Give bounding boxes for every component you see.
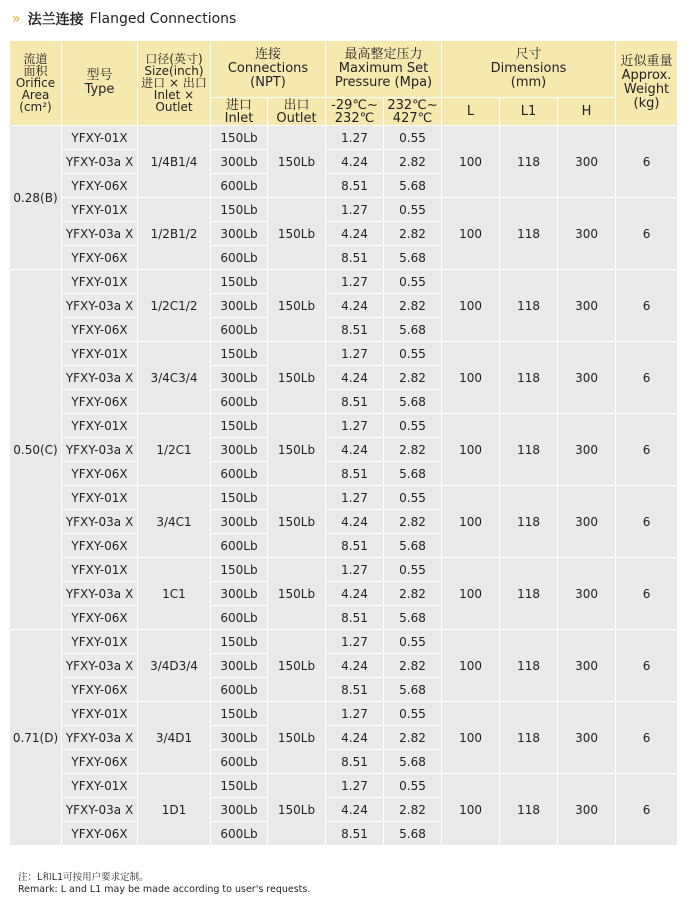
pressure-high-cell: 0.55 xyxy=(384,198,442,222)
dimension-L1-cell: 118 xyxy=(500,702,558,774)
weight-cell: 6 xyxy=(616,198,678,270)
pressure-low-cell: 4.24 xyxy=(326,798,384,822)
pressure-high-cell: 0.55 xyxy=(384,774,442,798)
pressure-high-cell: 0.55 xyxy=(384,486,442,510)
type-cell: YFXY-03a X xyxy=(62,150,138,174)
pressure-low-cell: 1.27 xyxy=(326,126,384,150)
size-cell: 3/4C1 xyxy=(138,486,211,558)
pressure-low-cell: 8.51 xyxy=(326,174,384,198)
dimension-L1-cell: 118 xyxy=(500,126,558,198)
pressure-low-cell: 8.51 xyxy=(326,318,384,342)
pressure-low-cell: 8.51 xyxy=(326,246,384,270)
weight-cell: 6 xyxy=(616,558,678,630)
inlet-cell: 300Lb xyxy=(211,726,268,750)
table-row xyxy=(10,270,678,294)
table-row xyxy=(10,558,678,582)
orifice-area-cell: 0.71(D) xyxy=(10,630,62,846)
type-cell: YFXY-03a X xyxy=(62,798,138,822)
outlet-cell: 150Lb xyxy=(268,774,326,846)
pressure-low-cell: 4.24 xyxy=(326,294,384,318)
inlet-cell: 300Lb xyxy=(211,150,268,174)
weight-cell: 6 xyxy=(616,702,678,774)
dimension-H-cell: 300 xyxy=(558,774,616,846)
type-cell: YFXY-06X xyxy=(62,678,138,702)
size-cell: 3/4D3/4 xyxy=(138,630,211,702)
pressure-low-cell: 8.51 xyxy=(326,606,384,630)
pressure-high-cell: 2.82 xyxy=(384,150,442,174)
inlet-cell: 150Lb xyxy=(211,558,268,582)
pressure-high-cell: 5.68 xyxy=(384,606,442,630)
inlet-cell: 300Lb xyxy=(211,438,268,462)
dimension-H-cell: 300 xyxy=(558,270,616,342)
inlet-cell: 600Lb xyxy=(211,678,268,702)
weight-cell: 6 xyxy=(616,414,678,486)
pressure-low-cell: 4.24 xyxy=(326,366,384,390)
weight-cell: 6 xyxy=(616,270,678,342)
type-cell: YFXY-06X xyxy=(62,606,138,630)
type-cell: YFXY-03a X xyxy=(62,222,138,246)
header-size: 口径(英寸) Size(inch) 进口 × 出口 Inlet × Outlet xyxy=(138,41,211,126)
pressure-high-cell: 2.82 xyxy=(384,654,442,678)
remark-cn: 注：L和L1可按用户要求定制。 xyxy=(18,872,149,883)
header-orifice: 流道 面积 Orifice Area (cm²) xyxy=(10,41,62,126)
weight-cell: 6 xyxy=(616,630,678,702)
weight-cell: 6 xyxy=(616,774,678,846)
size-cell: 1/2C1/2 xyxy=(138,270,211,342)
dimension-H-cell: 300 xyxy=(558,414,616,486)
weight-cell: 6 xyxy=(616,486,678,558)
type-cell: YFXY-01X xyxy=(62,774,138,798)
pressure-low-cell: 8.51 xyxy=(326,678,384,702)
type-cell: YFXY-06X xyxy=(62,318,138,342)
pressure-high-cell: 5.68 xyxy=(384,390,442,414)
type-cell: YFXY-06X xyxy=(62,750,138,774)
pressure-high-cell: 0.55 xyxy=(384,702,442,726)
inlet-cell: 300Lb xyxy=(211,366,268,390)
table-row xyxy=(10,630,678,654)
type-cell: YFXY-03a X xyxy=(62,726,138,750)
pressure-high-cell: 5.68 xyxy=(384,750,442,774)
pressure-low-cell: 8.51 xyxy=(326,390,384,414)
inlet-cell: 300Lb xyxy=(211,294,268,318)
flanged-connections-table xyxy=(9,40,678,846)
size-cell: 3/4C3/4 xyxy=(138,342,211,414)
dimension-H-cell: 300 xyxy=(558,702,616,774)
dimension-L1-cell: 118 xyxy=(500,558,558,630)
dimension-L1-cell: 118 xyxy=(500,774,558,846)
inlet-cell: 150Lb xyxy=(211,486,268,510)
table-row xyxy=(10,198,678,222)
outlet-cell: 150Lb xyxy=(268,702,326,774)
type-cell: YFXY-01X xyxy=(62,342,138,366)
pressure-high-cell: 2.82 xyxy=(384,726,442,750)
size-cell: 1/2C1 xyxy=(138,414,211,486)
pressure-high-cell: 2.82 xyxy=(384,798,442,822)
pressure-low-cell: 4.24 xyxy=(326,222,384,246)
inlet-cell: 600Lb xyxy=(211,246,268,270)
inlet-cell: 600Lb xyxy=(211,606,268,630)
type-cell: YFXY-03a X xyxy=(62,366,138,390)
page-title xyxy=(12,9,236,29)
type-cell: YFXY-03a X xyxy=(62,438,138,462)
header-pressure: 最高整定压力 Maximum Set Pressure (Mpa) xyxy=(326,41,442,98)
outlet-cell: 150Lb xyxy=(268,414,326,486)
pressure-high-cell: 2.82 xyxy=(384,222,442,246)
pressure-high-cell: 0.55 xyxy=(384,126,442,150)
remark-en: Remark: L and L1 may be made according to user's requests. xyxy=(18,884,311,895)
inlet-cell: 300Lb xyxy=(211,798,268,822)
pressure-high-cell: 2.82 xyxy=(384,294,442,318)
outlet-cell: 150Lb xyxy=(268,342,326,414)
dimension-H-cell: 300 xyxy=(558,630,616,702)
pressure-high-cell: 0.55 xyxy=(384,558,442,582)
pressure-low-cell: 4.24 xyxy=(326,726,384,750)
pressure-high-cell: 0.55 xyxy=(384,270,442,294)
pressure-low-cell: 1.27 xyxy=(326,270,384,294)
inlet-cell: 150Lb xyxy=(211,774,268,798)
weight-cell: 6 xyxy=(616,342,678,414)
table-body xyxy=(10,126,678,846)
weight-cell: 6 xyxy=(616,126,678,198)
inlet-cell: 600Lb xyxy=(211,462,268,486)
pressure-low-cell: 4.24 xyxy=(326,510,384,534)
pressure-high-cell: 5.68 xyxy=(384,678,442,702)
dimension-L1-cell: 118 xyxy=(500,270,558,342)
pressure-high-cell: 5.68 xyxy=(384,822,442,846)
header-type: 型号 Type xyxy=(62,41,138,126)
dimension-H-cell: 300 xyxy=(558,558,616,630)
dimension-L1-cell: 118 xyxy=(500,486,558,558)
dimension-L1-cell: 118 xyxy=(500,630,558,702)
header-pressure-low: -29℃~ 232℃ xyxy=(326,98,384,126)
dimension-H-cell: 300 xyxy=(558,126,616,198)
outlet-cell: 150Lb xyxy=(268,486,326,558)
type-cell: YFXY-01X xyxy=(62,702,138,726)
pressure-high-cell: 0.55 xyxy=(384,414,442,438)
type-cell: YFXY-06X xyxy=(62,246,138,270)
inlet-cell: 600Lb xyxy=(211,390,268,414)
type-cell: YFXY-06X xyxy=(62,174,138,198)
size-cell: 1/4B1/4 xyxy=(138,126,211,198)
type-cell: YFXY-03a X xyxy=(62,510,138,534)
orifice-area-cell: 0.28(B) xyxy=(10,126,62,270)
type-cell: YFXY-06X xyxy=(62,822,138,846)
table-row xyxy=(10,702,678,726)
pressure-high-cell: 2.82 xyxy=(384,582,442,606)
dimension-L-cell: 100 xyxy=(442,774,500,846)
header-outlet: 出口 Outlet xyxy=(268,98,326,126)
double-chevron-icon: » xyxy=(12,11,19,27)
type-cell: YFXY-01X xyxy=(62,558,138,582)
pressure-high-cell: 2.82 xyxy=(384,510,442,534)
pressure-high-cell: 5.68 xyxy=(384,246,442,270)
type-cell: YFXY-01X xyxy=(62,270,138,294)
pressure-high-cell: 0.55 xyxy=(384,342,442,366)
header-connections: 连接 Connections (NPT) xyxy=(211,41,326,98)
size-cell: 1/2B1/2 xyxy=(138,198,211,270)
dimension-L1-cell: 118 xyxy=(500,414,558,486)
table-row xyxy=(10,342,678,366)
outlet-cell: 150Lb xyxy=(268,558,326,630)
type-cell: YFXY-01X xyxy=(62,198,138,222)
table-row xyxy=(10,774,678,798)
pressure-low-cell: 4.24 xyxy=(326,582,384,606)
pressure-high-cell: 0.55 xyxy=(384,630,442,654)
inlet-cell: 150Lb xyxy=(211,126,268,150)
outlet-cell: 150Lb xyxy=(268,270,326,342)
header-weight: 近似重量 Approx. Weight (kg) xyxy=(616,41,678,126)
type-cell: YFXY-03a X xyxy=(62,654,138,678)
dimension-L1-cell: 118 xyxy=(500,342,558,414)
header-L: L xyxy=(442,98,500,126)
inlet-cell: 150Lb xyxy=(211,198,268,222)
pressure-low-cell: 1.27 xyxy=(326,774,384,798)
type-cell: YFXY-01X xyxy=(62,486,138,510)
outlet-cell: 150Lb xyxy=(268,198,326,270)
table-row xyxy=(10,414,678,438)
header-H: H xyxy=(558,98,616,126)
pressure-low-cell: 1.27 xyxy=(326,558,384,582)
pressure-low-cell: 1.27 xyxy=(326,486,384,510)
inlet-cell: 600Lb xyxy=(211,534,268,558)
pressure-low-cell: 4.24 xyxy=(326,654,384,678)
pressure-low-cell: 1.27 xyxy=(326,414,384,438)
type-cell: YFXY-06X xyxy=(62,534,138,558)
dimension-L-cell: 100 xyxy=(442,702,500,774)
size-cell: 3/4D1 xyxy=(138,702,211,774)
dimension-H-cell: 300 xyxy=(558,342,616,414)
pressure-low-cell: 1.27 xyxy=(326,702,384,726)
size-cell: 1D1 xyxy=(138,774,211,846)
type-cell: YFXY-01X xyxy=(62,630,138,654)
dimension-L-cell: 100 xyxy=(442,198,500,270)
inlet-cell: 300Lb xyxy=(211,654,268,678)
header-inlet: 进口 Inlet xyxy=(211,98,268,126)
pressure-low-cell: 1.27 xyxy=(326,630,384,654)
outlet-cell: 150Lb xyxy=(268,126,326,198)
type-cell: YFXY-03a X xyxy=(62,582,138,606)
type-cell: YFXY-01X xyxy=(62,126,138,150)
inlet-cell: 150Lb xyxy=(211,342,268,366)
table-row xyxy=(10,486,678,510)
pressure-low-cell: 8.51 xyxy=(326,822,384,846)
type-cell: YFXY-06X xyxy=(62,390,138,414)
inlet-cell: 150Lb xyxy=(211,702,268,726)
pressure-low-cell: 1.27 xyxy=(326,198,384,222)
size-cell: 1C1 xyxy=(138,558,211,630)
type-cell: YFXY-06X xyxy=(62,462,138,486)
pressure-low-cell: 4.24 xyxy=(326,150,384,174)
title-cn: 法兰连接 xyxy=(27,12,84,28)
title-en: Flanged Connections xyxy=(89,11,237,27)
pressure-high-cell: 5.68 xyxy=(384,174,442,198)
dimension-H-cell: 300 xyxy=(558,198,616,270)
pressure-high-cell: 2.82 xyxy=(384,366,442,390)
header-dimensions: 尺寸 Dimensions (mm) xyxy=(442,41,616,98)
inlet-cell: 600Lb xyxy=(211,174,268,198)
header-L1: L1 xyxy=(500,98,558,126)
pressure-low-cell: 1.27 xyxy=(326,342,384,366)
pressure-low-cell: 4.24 xyxy=(326,438,384,462)
dimension-L-cell: 100 xyxy=(442,630,500,702)
dimension-L1-cell: 118 xyxy=(500,198,558,270)
header-pressure-high: 232℃~ 427℃ xyxy=(384,98,442,126)
inlet-cell: 300Lb xyxy=(211,222,268,246)
inlet-cell: 300Lb xyxy=(211,510,268,534)
dimension-L-cell: 100 xyxy=(442,558,500,630)
pressure-low-cell: 8.51 xyxy=(326,534,384,558)
dimension-L-cell: 100 xyxy=(442,126,500,198)
pressure-low-cell: 8.51 xyxy=(326,750,384,774)
remark xyxy=(18,872,310,896)
pressure-low-cell: 8.51 xyxy=(326,462,384,486)
pressure-high-cell: 5.68 xyxy=(384,462,442,486)
dimension-L-cell: 100 xyxy=(442,342,500,414)
dimension-H-cell: 300 xyxy=(558,486,616,558)
inlet-cell: 600Lb xyxy=(211,822,268,846)
inlet-cell: 300Lb xyxy=(211,582,268,606)
outlet-cell: 150Lb xyxy=(268,630,326,702)
dimension-L-cell: 100 xyxy=(442,414,500,486)
inlet-cell: 150Lb xyxy=(211,414,268,438)
inlet-cell: 150Lb xyxy=(211,270,268,294)
dimension-L-cell: 100 xyxy=(442,270,500,342)
orifice-area-cell: 0.50(C) xyxy=(10,270,62,630)
type-cell: YFXY-01X xyxy=(62,414,138,438)
table-row xyxy=(10,126,678,150)
type-cell: YFXY-03a X xyxy=(62,294,138,318)
dimension-L-cell: 100 xyxy=(442,486,500,558)
pressure-high-cell: 5.68 xyxy=(384,318,442,342)
inlet-cell: 600Lb xyxy=(211,318,268,342)
inlet-cell: 600Lb xyxy=(211,750,268,774)
inlet-cell: 150Lb xyxy=(211,630,268,654)
pressure-high-cell: 5.68 xyxy=(384,534,442,558)
pressure-high-cell: 2.82 xyxy=(384,438,442,462)
